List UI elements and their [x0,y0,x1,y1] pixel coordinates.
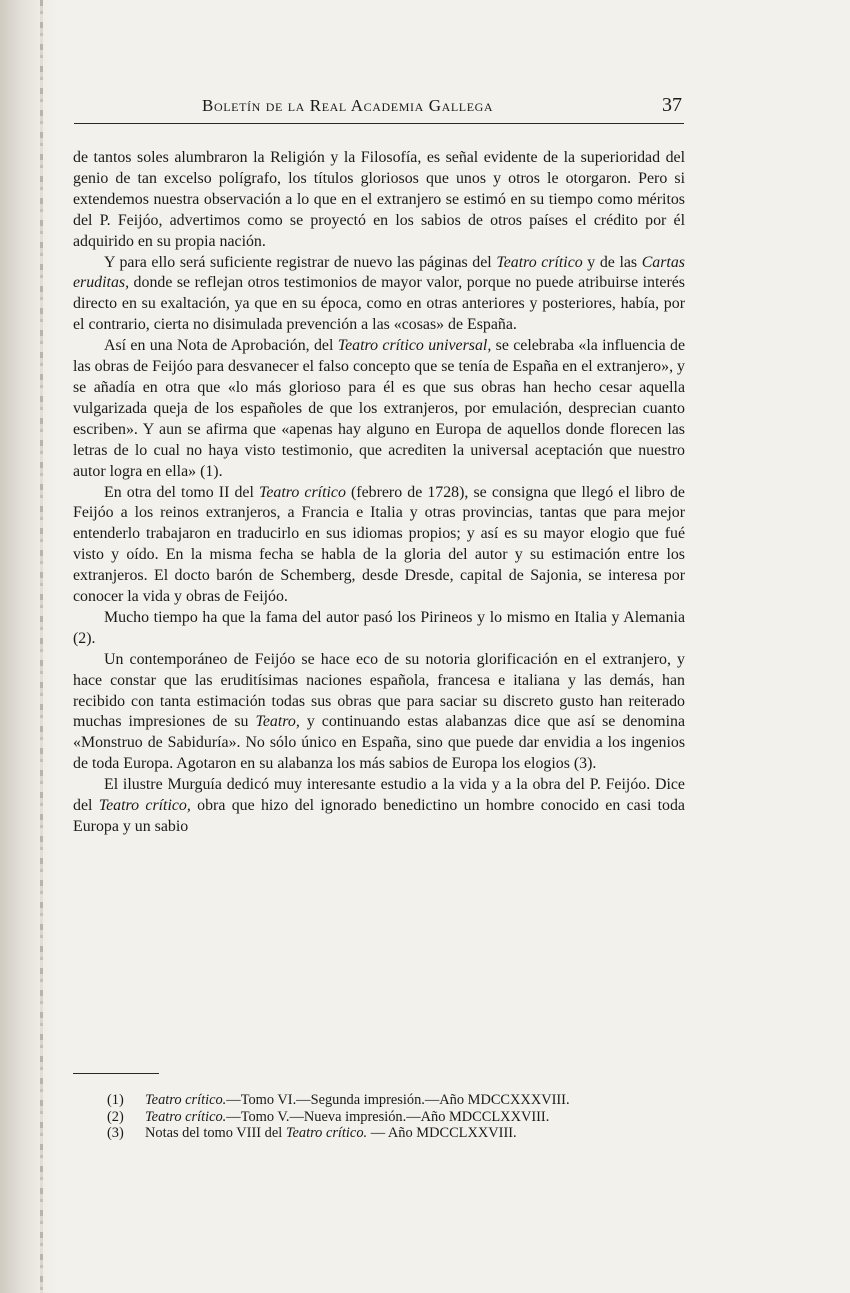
header-rule [74,123,684,124]
paragraph-4: En otra del tomo II del Teatro crítico (febrero de 1728), se consigna que llegó el libro de Feijóo a los reinos extranjeros, a Francia e Italia y otras provincias, tantas que para mejor entenderlo trabajaron en traducirlo en sus idiomas propios; y así es su mayor elogio que fué visto y oído. En la misma fecha se habla de la gloria del autor y su estimación entre los extranjeros. El docto barón de Schemberg, desde Dresde, capital de Sajonia, se interesa por conocer la vida y obras de Feijóo. [73,483,685,606]
paragraph-5: Mucho tiempo ha que la fama del autor pasó los Pirineos y lo mismo en Italia y Alemania (2). [73,608,685,647]
footnote-2: (2) Teatro crítico.—Tomo V.—Nueva impresión.—Año MDCCLXXVIII. [107,1108,550,1125]
paragraph-2: Y para ello será suficiente registrar de nuevo las páginas del Teatro crítico y de las Cartas eruditas, donde se reflejan otros testimonios de mayor valor, porque no puede atribuirse interés directo en su exaltación, ya que en su época, como en otras anteriores y posteriores, había, por el contrario, cierta no disimulada prevención a las «cosas» de España. [73,253,685,334]
footnote-1: (1) Teatro crítico.—Tomo VI.—Segunda impresión.—Año MDCCXXXVIII. [107,1092,570,1108]
footnote-3: (3) Notas del tomo VIII del Teatro crítico. — Año MDCCLXXVIII. [107,1125,517,1141]
page-number: 37 [662,94,682,116]
running-head: Boletín de la Real Academia Gallega [202,96,494,115]
paragraph-6: Un contemporáneo de Feijóo se hace eco de su notoria glorificación en el extranjero, y hace constar que las eruditísimas naciones española, francesa e italiana y las demás, han recibido con tanta estimación todas sus obras que para saciar su discreto gusto han reiterado muchas impresiones de su Teatro, y continuando estas alabanzas dice que así se denomina «Monstruo de Sabiduría». No sólo único en España, sino que puede dar envidia a los ingenios de toda Europa. Agotaron en su alabanza los más sabios de Europa los elogios (3). [73,650,685,773]
paragraph-3: Así en una Nota de Aprobación, del Teatro crítico universal, se celebraba «la influencia de las obras de Feijóo para desvanecer el falso concepto que se tenía de España en el extranjero», y se añadía en otra que «lo más glorioso para él es que sus obras han hecho cesar aquella vulgarizada queja de los españoles de que los extranjeros, por emulación, desprecian cuanto escriben». Y aun se afirma que «apenas hay alguno en Europa de aquellos donde florecen las letras de lo cual no haya visto testimonio, que acrediten la universal aceptación que nuestro autor logra en ella» (1). [73,337,686,480]
paragraph-1: de tantos soles alumbraron la Religión y la Filosofía, es señal evidente de la superioridad del genio de tan excelso polígrafo, los títulos gloriosos que unos y otros le otorgaron. Pero si extendemos nuestra observación a lo que en el extranjero se estimó en su tiempo como méritos del P. Feijóo, advertimos como se proyectó en los sabios de otros países el crédito por él adquirido en su propia nación. [73,149,685,250]
page-header [74,92,684,124]
paragraph-7: El ilustre Murguía dedicó muy interesante estudio a la vida y a la obra del P. Feijóo. Dice del Teatro crítico, obra que hizo del ignorado benedictino un hombre conocido en casi toda Europa y un sabio [73,776,685,835]
footnotes [107,1092,687,1142]
footnote-rule [73,1073,159,1074]
body-text [73,148,685,838]
book-binding-edge [0,0,58,1293]
